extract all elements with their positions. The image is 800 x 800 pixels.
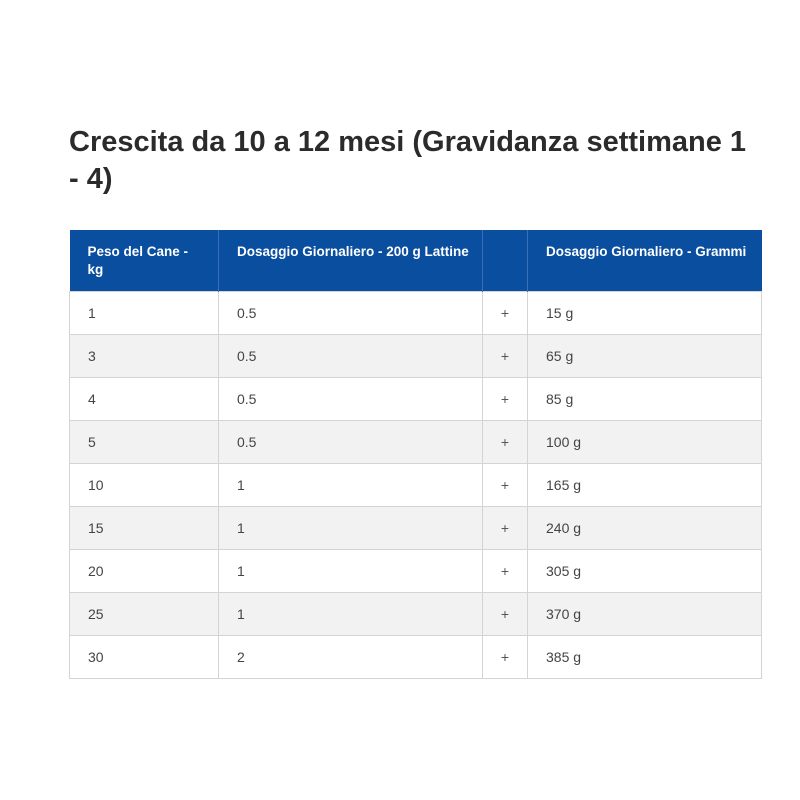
- table-row: [70, 420, 762, 463]
- cell-weight: 25: [70, 592, 219, 635]
- cell-weight: 10: [70, 463, 219, 506]
- cell-daily-cans: 2: [219, 635, 483, 678]
- cell-weight: 5: [70, 420, 219, 463]
- cell-daily-grams: 100 g: [528, 420, 762, 463]
- table-row: [70, 592, 762, 635]
- cell-daily-cans: 1: [219, 592, 483, 635]
- cell-plus: +: [483, 592, 528, 635]
- cell-weight: 30: [70, 635, 219, 678]
- cell-daily-cans: 0.5: [219, 291, 483, 334]
- table-row: [70, 377, 762, 420]
- cell-daily-cans: 0.5: [219, 420, 483, 463]
- cell-daily-cans: 0.5: [219, 334, 483, 377]
- feeding-table: [69, 230, 762, 679]
- cell-plus: +: [483, 377, 528, 420]
- cell-daily-cans: 1: [219, 506, 483, 549]
- cell-weight: 15: [70, 506, 219, 549]
- cell-daily-grams: 15 g: [528, 291, 762, 334]
- table-row: [70, 291, 762, 334]
- cell-daily-grams: 305 g: [528, 549, 762, 592]
- cell-daily-grams: 165 g: [528, 463, 762, 506]
- cell-daily-grams: 385 g: [528, 635, 762, 678]
- cell-daily-grams: 65 g: [528, 334, 762, 377]
- cell-daily-cans: 1: [219, 549, 483, 592]
- table-row: [70, 334, 762, 377]
- cell-plus: +: [483, 334, 528, 377]
- cell-daily-grams: 240 g: [528, 506, 762, 549]
- cell-plus: +: [483, 549, 528, 592]
- table-row: [70, 463, 762, 506]
- table-row: [70, 549, 762, 592]
- cell-daily-cans: 1: [219, 463, 483, 506]
- cell-daily-grams: 370 g: [528, 592, 762, 635]
- table-row: [70, 635, 762, 678]
- cell-plus: +: [483, 420, 528, 463]
- cell-weight: 1: [70, 291, 219, 334]
- table-row: [70, 506, 762, 549]
- table-header: [70, 230, 762, 291]
- header-daily-cans: Dosaggio Giornaliero - 200 g Lattine: [219, 230, 483, 291]
- cell-daily-cans: 0.5: [219, 377, 483, 420]
- cell-plus: +: [483, 635, 528, 678]
- table-body: [70, 291, 762, 678]
- cell-plus: +: [483, 506, 528, 549]
- cell-weight: 3: [70, 334, 219, 377]
- cell-plus: +: [483, 463, 528, 506]
- table-header-row: [70, 230, 762, 291]
- header-separator: [483, 230, 528, 291]
- cell-daily-grams: 85 g: [528, 377, 762, 420]
- cell-plus: +: [483, 291, 528, 334]
- header-daily-grams: Dosaggio Giornaliero - Grammi: [528, 230, 762, 291]
- cell-weight: 4: [70, 377, 219, 420]
- cell-weight: 20: [70, 549, 219, 592]
- header-weight: Peso del Cane - kg: [70, 230, 219, 291]
- page-title: Crescita da 10 a 12 mesi (Gravidanza settimane 1 - 4): [69, 126, 747, 195]
